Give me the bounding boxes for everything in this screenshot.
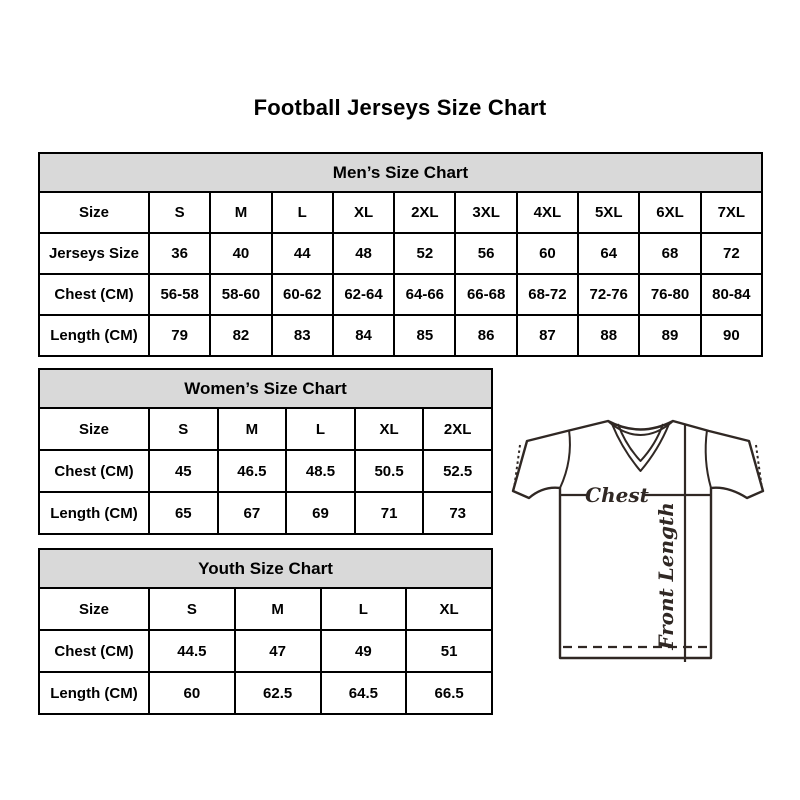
women-size-table bbox=[38, 368, 493, 535]
value-cell: 86 bbox=[455, 315, 516, 356]
chest-measure-label: Chest bbox=[585, 483, 649, 507]
table-row bbox=[39, 408, 492, 450]
value-cell: M bbox=[210, 192, 271, 233]
value-cell: 72-76 bbox=[578, 274, 639, 315]
value-cell: 45 bbox=[149, 450, 218, 492]
value-cell: 64.5 bbox=[321, 672, 407, 714]
value-cell: M bbox=[235, 588, 321, 630]
table-row bbox=[39, 588, 492, 630]
table-header-row bbox=[39, 369, 492, 408]
value-cell: 51 bbox=[406, 630, 492, 672]
row-label: Jerseys Size bbox=[39, 233, 149, 274]
value-cell: 76-80 bbox=[639, 274, 700, 315]
youth-size-table bbox=[38, 548, 493, 715]
page-title: Football Jerseys Size Chart bbox=[253, 95, 547, 120]
value-cell: S bbox=[149, 408, 218, 450]
value-cell: 84 bbox=[333, 315, 394, 356]
value-cell: 3XL bbox=[455, 192, 516, 233]
mens-size-chart-table bbox=[38, 152, 763, 357]
table-row bbox=[39, 315, 762, 356]
men-size-table bbox=[38, 152, 763, 357]
value-cell: S bbox=[149, 192, 210, 233]
value-cell: 79 bbox=[149, 315, 210, 356]
value-cell: 47 bbox=[235, 630, 321, 672]
value-cell: 69 bbox=[286, 492, 355, 534]
value-cell: 72 bbox=[701, 233, 762, 274]
jersey-outline-shape bbox=[513, 421, 763, 658]
row-label: Size bbox=[39, 192, 149, 233]
value-cell: 64-66 bbox=[394, 274, 455, 315]
value-cell: 40 bbox=[210, 233, 271, 274]
value-cell: 36 bbox=[149, 233, 210, 274]
value-cell: 62.5 bbox=[235, 672, 321, 714]
value-cell: L bbox=[272, 192, 333, 233]
value-cell: 49 bbox=[321, 630, 407, 672]
table-header-row bbox=[39, 549, 492, 588]
value-cell: 73 bbox=[423, 492, 492, 534]
table-header-row bbox=[39, 153, 762, 192]
value-cell: 71 bbox=[355, 492, 424, 534]
value-cell: 48 bbox=[333, 233, 394, 274]
value-cell: 52.5 bbox=[423, 450, 492, 492]
value-cell: 82 bbox=[210, 315, 271, 356]
row-label: Length (CM) bbox=[39, 315, 149, 356]
value-cell: 44 bbox=[272, 233, 333, 274]
value-cell: 66-68 bbox=[455, 274, 516, 315]
row-label: Size bbox=[39, 588, 149, 630]
value-cell: 89 bbox=[639, 315, 700, 356]
value-cell: 5XL bbox=[578, 192, 639, 233]
value-cell: 80-84 bbox=[701, 274, 762, 315]
youth-size-chart-table bbox=[38, 548, 493, 715]
value-cell: 4XL bbox=[517, 192, 578, 233]
value-cell: 7XL bbox=[701, 192, 762, 233]
value-cell: 52 bbox=[394, 233, 455, 274]
row-label: Size bbox=[39, 408, 149, 450]
table-row bbox=[39, 492, 492, 534]
womens-size-chart-table bbox=[38, 368, 493, 535]
table-row bbox=[39, 450, 492, 492]
value-cell: 88 bbox=[578, 315, 639, 356]
value-cell: 60 bbox=[149, 672, 235, 714]
row-label: Chest (CM) bbox=[39, 274, 149, 315]
row-label: Chest (CM) bbox=[39, 450, 149, 492]
value-cell: 66.5 bbox=[406, 672, 492, 714]
table-row bbox=[39, 274, 762, 315]
value-cell: 68-72 bbox=[517, 274, 578, 315]
table-row bbox=[39, 233, 762, 274]
value-cell: 65 bbox=[149, 492, 218, 534]
men-table-title: Men’s Size Chart bbox=[39, 153, 762, 192]
value-cell: 68 bbox=[639, 233, 700, 274]
value-cell: M bbox=[218, 408, 287, 450]
front-length-measure-label: Front Length bbox=[654, 502, 678, 650]
value-cell: 85 bbox=[394, 315, 455, 356]
table-row bbox=[39, 630, 492, 672]
value-cell: 50.5 bbox=[355, 450, 424, 492]
value-cell: 87 bbox=[517, 315, 578, 356]
value-cell: 2XL bbox=[394, 192, 455, 233]
value-cell: 67 bbox=[218, 492, 287, 534]
women-table-title: Women’s Size Chart bbox=[39, 369, 492, 408]
row-label: Length (CM) bbox=[39, 492, 149, 534]
value-cell: XL bbox=[406, 588, 492, 630]
value-cell: S bbox=[149, 588, 235, 630]
value-cell: 60-62 bbox=[272, 274, 333, 315]
table-row bbox=[39, 672, 492, 714]
value-cell: 2XL bbox=[423, 408, 492, 450]
row-label: Length (CM) bbox=[39, 672, 149, 714]
value-cell: 46.5 bbox=[218, 450, 287, 492]
value-cell: L bbox=[286, 408, 355, 450]
value-cell: 64 bbox=[578, 233, 639, 274]
value-cell: 56-58 bbox=[149, 274, 210, 315]
value-cell: XL bbox=[333, 192, 394, 233]
value-cell: 48.5 bbox=[286, 450, 355, 492]
value-cell: L bbox=[321, 588, 407, 630]
jersey-measurement-diagram bbox=[503, 398, 773, 670]
value-cell: 90 bbox=[701, 315, 762, 356]
value-cell: 83 bbox=[272, 315, 333, 356]
value-cell: 62-64 bbox=[333, 274, 394, 315]
value-cell: 44.5 bbox=[149, 630, 235, 672]
table-row bbox=[39, 192, 762, 233]
value-cell: XL bbox=[355, 408, 424, 450]
row-label: Chest (CM) bbox=[39, 630, 149, 672]
value-cell: 6XL bbox=[639, 192, 700, 233]
value-cell: 56 bbox=[455, 233, 516, 274]
youth-table-title: Youth Size Chart bbox=[39, 549, 492, 588]
value-cell: 60 bbox=[517, 233, 578, 274]
value-cell: 58-60 bbox=[210, 274, 271, 315]
